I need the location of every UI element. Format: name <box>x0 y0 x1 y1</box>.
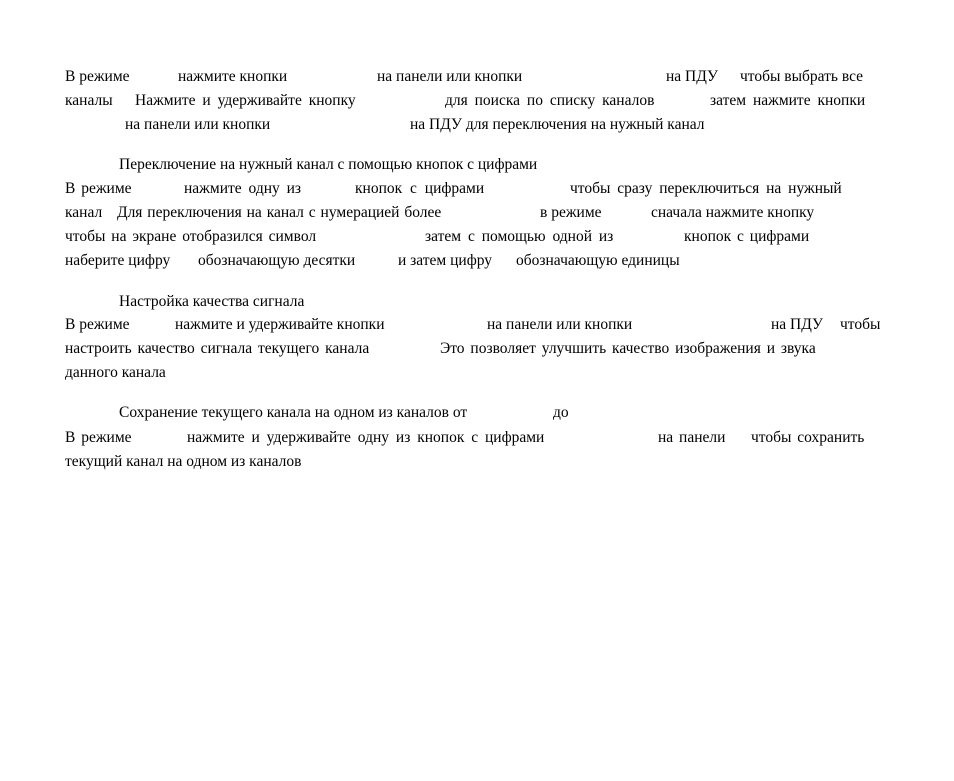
text-segment: чтобы сразу переключиться на нужный <box>570 180 842 197</box>
text-segment: нажмите и удерживайте одну из кнопок с цифрами <box>187 429 545 446</box>
text-segment: кнопок с цифрами <box>355 180 485 197</box>
text-segment: затем с помощью одной из <box>425 228 614 245</box>
text-segment: затем нажмите кнопки <box>710 92 866 109</box>
text-segment: нажмите и удерживайте кнопки <box>175 316 385 333</box>
text-segment: обозначающую единицы <box>516 252 680 269</box>
paragraph-1-line-3 <box>65 115 889 135</box>
text-segment: Нажмите и удерживайте кнопку <box>135 92 356 109</box>
section-heading: Настройка качества сигнала <box>119 293 305 310</box>
section-3-line-3 <box>65 363 889 383</box>
section-4-line-2 <box>65 452 889 472</box>
section-4-heading <box>65 403 889 423</box>
text-segment: наберите цифру <box>65 252 171 269</box>
text-segment: обозначающую десятки <box>198 252 356 269</box>
paragraph-1-line-1 <box>65 67 889 87</box>
section-3-line-2 <box>65 339 889 359</box>
text-segment: В режиме <box>65 180 132 197</box>
text-segment: в режиме <box>540 204 602 221</box>
text-segment: на панели или кнопки <box>125 116 271 133</box>
text-segment: текущий канал на одном из каналов <box>65 453 302 470</box>
text-segment: канал <box>65 204 103 221</box>
text-segment: на ПДУ <box>771 316 823 333</box>
text-segment: сначала нажмите кнопку <box>651 204 815 221</box>
text-segment: на панели <box>658 429 726 446</box>
text-segment: Это позволяет улучшить качество изображения и звука <box>440 340 816 357</box>
text-segment: нажмите кнопки <box>178 68 288 85</box>
section-2-line-4 <box>65 251 889 271</box>
paragraph-1-line-2 <box>65 91 889 111</box>
text-segment: кнопок с цифрами <box>684 228 810 245</box>
section-2-heading <box>65 155 889 175</box>
section-2-line-2 <box>65 203 889 223</box>
text-segment: В режиме <box>65 316 130 333</box>
text-segment: для поиска по списку каналов <box>445 92 655 109</box>
section-heading-suffix: до <box>553 404 569 421</box>
text-segment: на панели или кнопки <box>487 316 633 333</box>
text-segment: настроить качество сигнала текущего канала <box>65 340 370 357</box>
section-2-line-3 <box>65 227 889 247</box>
text-segment: В режиме <box>65 429 132 446</box>
text-segment: на ПДУ для переключения на нужный канал <box>410 116 705 133</box>
text-segment: на панели или кнопки <box>377 68 523 85</box>
text-segment: и затем цифру <box>398 252 493 269</box>
text-segment: данного канала <box>65 364 166 381</box>
section-heading: Переключение на нужный канал с помощью кнопок с цифрами <box>119 156 538 173</box>
text-segment: нажмите одну из <box>184 180 302 197</box>
section-2-line-1 <box>65 179 889 199</box>
section-3-heading <box>65 292 889 312</box>
text-segment: чтобы на экране отобразился символ <box>65 228 317 245</box>
section-3-line-1 <box>65 315 889 335</box>
text-segment: Для переключения на канал с нумерацией более <box>117 204 442 221</box>
section-heading: Сохранение текущего канала на одном из каналов от <box>119 404 468 421</box>
text-segment: чтобы сохранить <box>751 429 865 446</box>
text-segment: чтобы выбрать все <box>740 68 864 85</box>
section-4-line-1 <box>65 428 889 448</box>
text-segment: чтобы <box>840 316 881 333</box>
text-segment: на ПДУ <box>666 68 718 85</box>
text-segment: каналы <box>65 92 113 109</box>
text-segment: В режиме <box>65 68 130 85</box>
